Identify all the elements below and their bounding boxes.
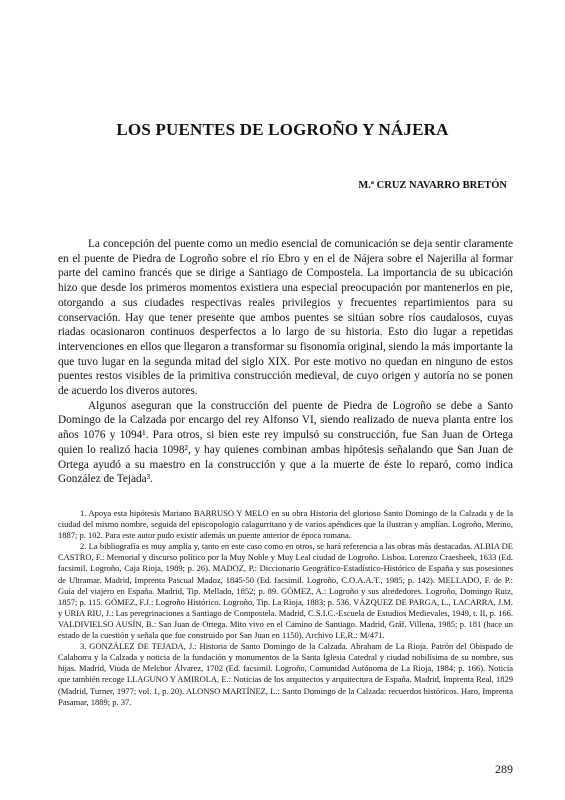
body-text — [58, 237, 513, 487]
body-paragraph: Algunos aseguran que la construcción del puente de Piedra de Logroño se debe a Santo Domingo de la Calzada por encargo del rey Alfonso VI, siendo realizado de nueva planta entre los años 1076 y 1094¹. Para otros, si bien este rey impulsó su construcción, fue San Juan de Ortega quien lo realizó hacia 1098², y hay quienes combinan ambas hipótesis señalando que San Juan de Ortega ayudó a su maestro en la construcción y que a la muerte de éste lo reparó, como indica González de Tejada³. — [58, 399, 513, 486]
footnotes — [58, 508, 513, 708]
article-title: LOS PUENTES DE LOGROÑO Y NÁJERA — [116, 120, 449, 139]
footnote: 3. GONZÁLEZ DE TEJADA, J.: Historia de Santo Domingo de la Calzada. Abraham de La Rioja. Patrón del Obispado de Calahorra y la Calzada y noticia de la fundación y monumentos de la Santa Iglesia Catedral y ciudad nobilísima de su nombre, sus hijas. Madrid, Viuda de Melchor Álvarez, 1702 (Ed. facsimil. Logroño, Comunidad Autónoma de La Rioja, 1984; p. 166). Noticia que también recoge LLAGUNO Y AMIROLA, E.: Noticias de los arquitectos y arquitectura de España. Madrid, Imprenta Real, 1829 (Madrid, Turner, 1977; vol. 1, p. 20). ALONSO MARTÍNEZ, L.: Santo Domingo de la Calzada: recuerdos históricos. Haro, Imprenta Pasamar, 1889; p. 37. — [58, 641, 513, 707]
footnote: 1. Apoya esta hipótesis Mariano BARRUSO Y MELO en su obra Historia del glorioso Santo Domingo de la Calzada y de la ciudad del mismo nombre, seguida del episcopologio calagurritano y de varios apéndices que la ilustran y amplían. Logroño, Merino, 1887; p. 102. Para este autor pudo existir además un puente anterior de época romana. — [58, 508, 513, 541]
author-name: M.ª CRUZ NAVARRO BRETÓN — [358, 180, 507, 191]
body-paragraph: La concepción del puente como un medio esencial de comunicación se deja sentir claramente en el puente de Piedra de Logroño sobre el río Ebro y en el de Nájera sobre el Najerilla al formar parte del camino francés que se dirige a Santiago de Compostela. La importancia de su ubicación hizo que desde los primeros momentos existiera una especial preocupación por mantenerlos en pie, otorgando a sus ciudades respectivas reales privilegios y frecuentes repartimientos para su conservación. Hay que tener presente que ambos puentes se sitúan sobre ríos caudalosos, cuyas riadas ocasionaron continuos desperfectos a lo largo de su historia. Esto dio lugar a repetidas intervenciones en ellos que llegaron a transformar su fisonomía original, siendo la más importante la que tuvo lugar en la segunda mitad del siglo XIX. Por este motivo no quedan en ninguno de estos puentes restos visibles de la primitiva construcción medieval, de cuyo origen y autoría no se ponen de acuerdo los diveros autores. — [58, 238, 513, 398]
page-number: 289 — [495, 762, 513, 776]
footnote: 2. La bibliografía es muy amplia y, tanto en este caso como en otros, se hará referencia a las obras más destacadas. ALBIA DE CASTRO, F.: Memorial y discurso político por la Muy Noble y Muy Leal ciudad de Logroño. Lisboa. Lorenzo Craesbeek, 1633 (Ed. facsimil. Logroño, Caja Rioja, 1989; p. 26). MADOZ, P.: Diccionario Geográfico-Estadístico-Histórico de España y sus posesiones de Ultramar. Madrid, Imprenta Pascual Madoz, 1845-50 (Ed. facsimil. Logroño, C.O.A.A.T., 1985; p. 142). MELLADO, F. de P.: Guía del viajero en España. Madrid, Tip. Mellado, 1852; p. 89. GÓMEZ, A.: Logroño y sus alrededores. Logroño, Domingo Ruiz, 1857; p. 115. GÓMEZ, F.J.: Logroño Histórico. Logroño, Tip. La Rioja, 1883; p. 536. VÁZQUEZ DE PARGA, L., LACARRA, J.M. y URIA RIU, J.: Las peregrinaciones a Santiago de Compostela. Madrid, C.S.I.C.-Escuela de Estudios Medievales, 1949, t. II, p. 166. VALDIVIELSO AUSÍN, B.: San Juan de Ortega. Mito vivo en el Camino de Santiago. Madrid, Gráf. Villena, 1985; p. 181 (hace un estado de la cuestión y señala que fue construido por San Juan en 1150). Archivo I.E.R.: M/471. — [58, 541, 513, 641]
